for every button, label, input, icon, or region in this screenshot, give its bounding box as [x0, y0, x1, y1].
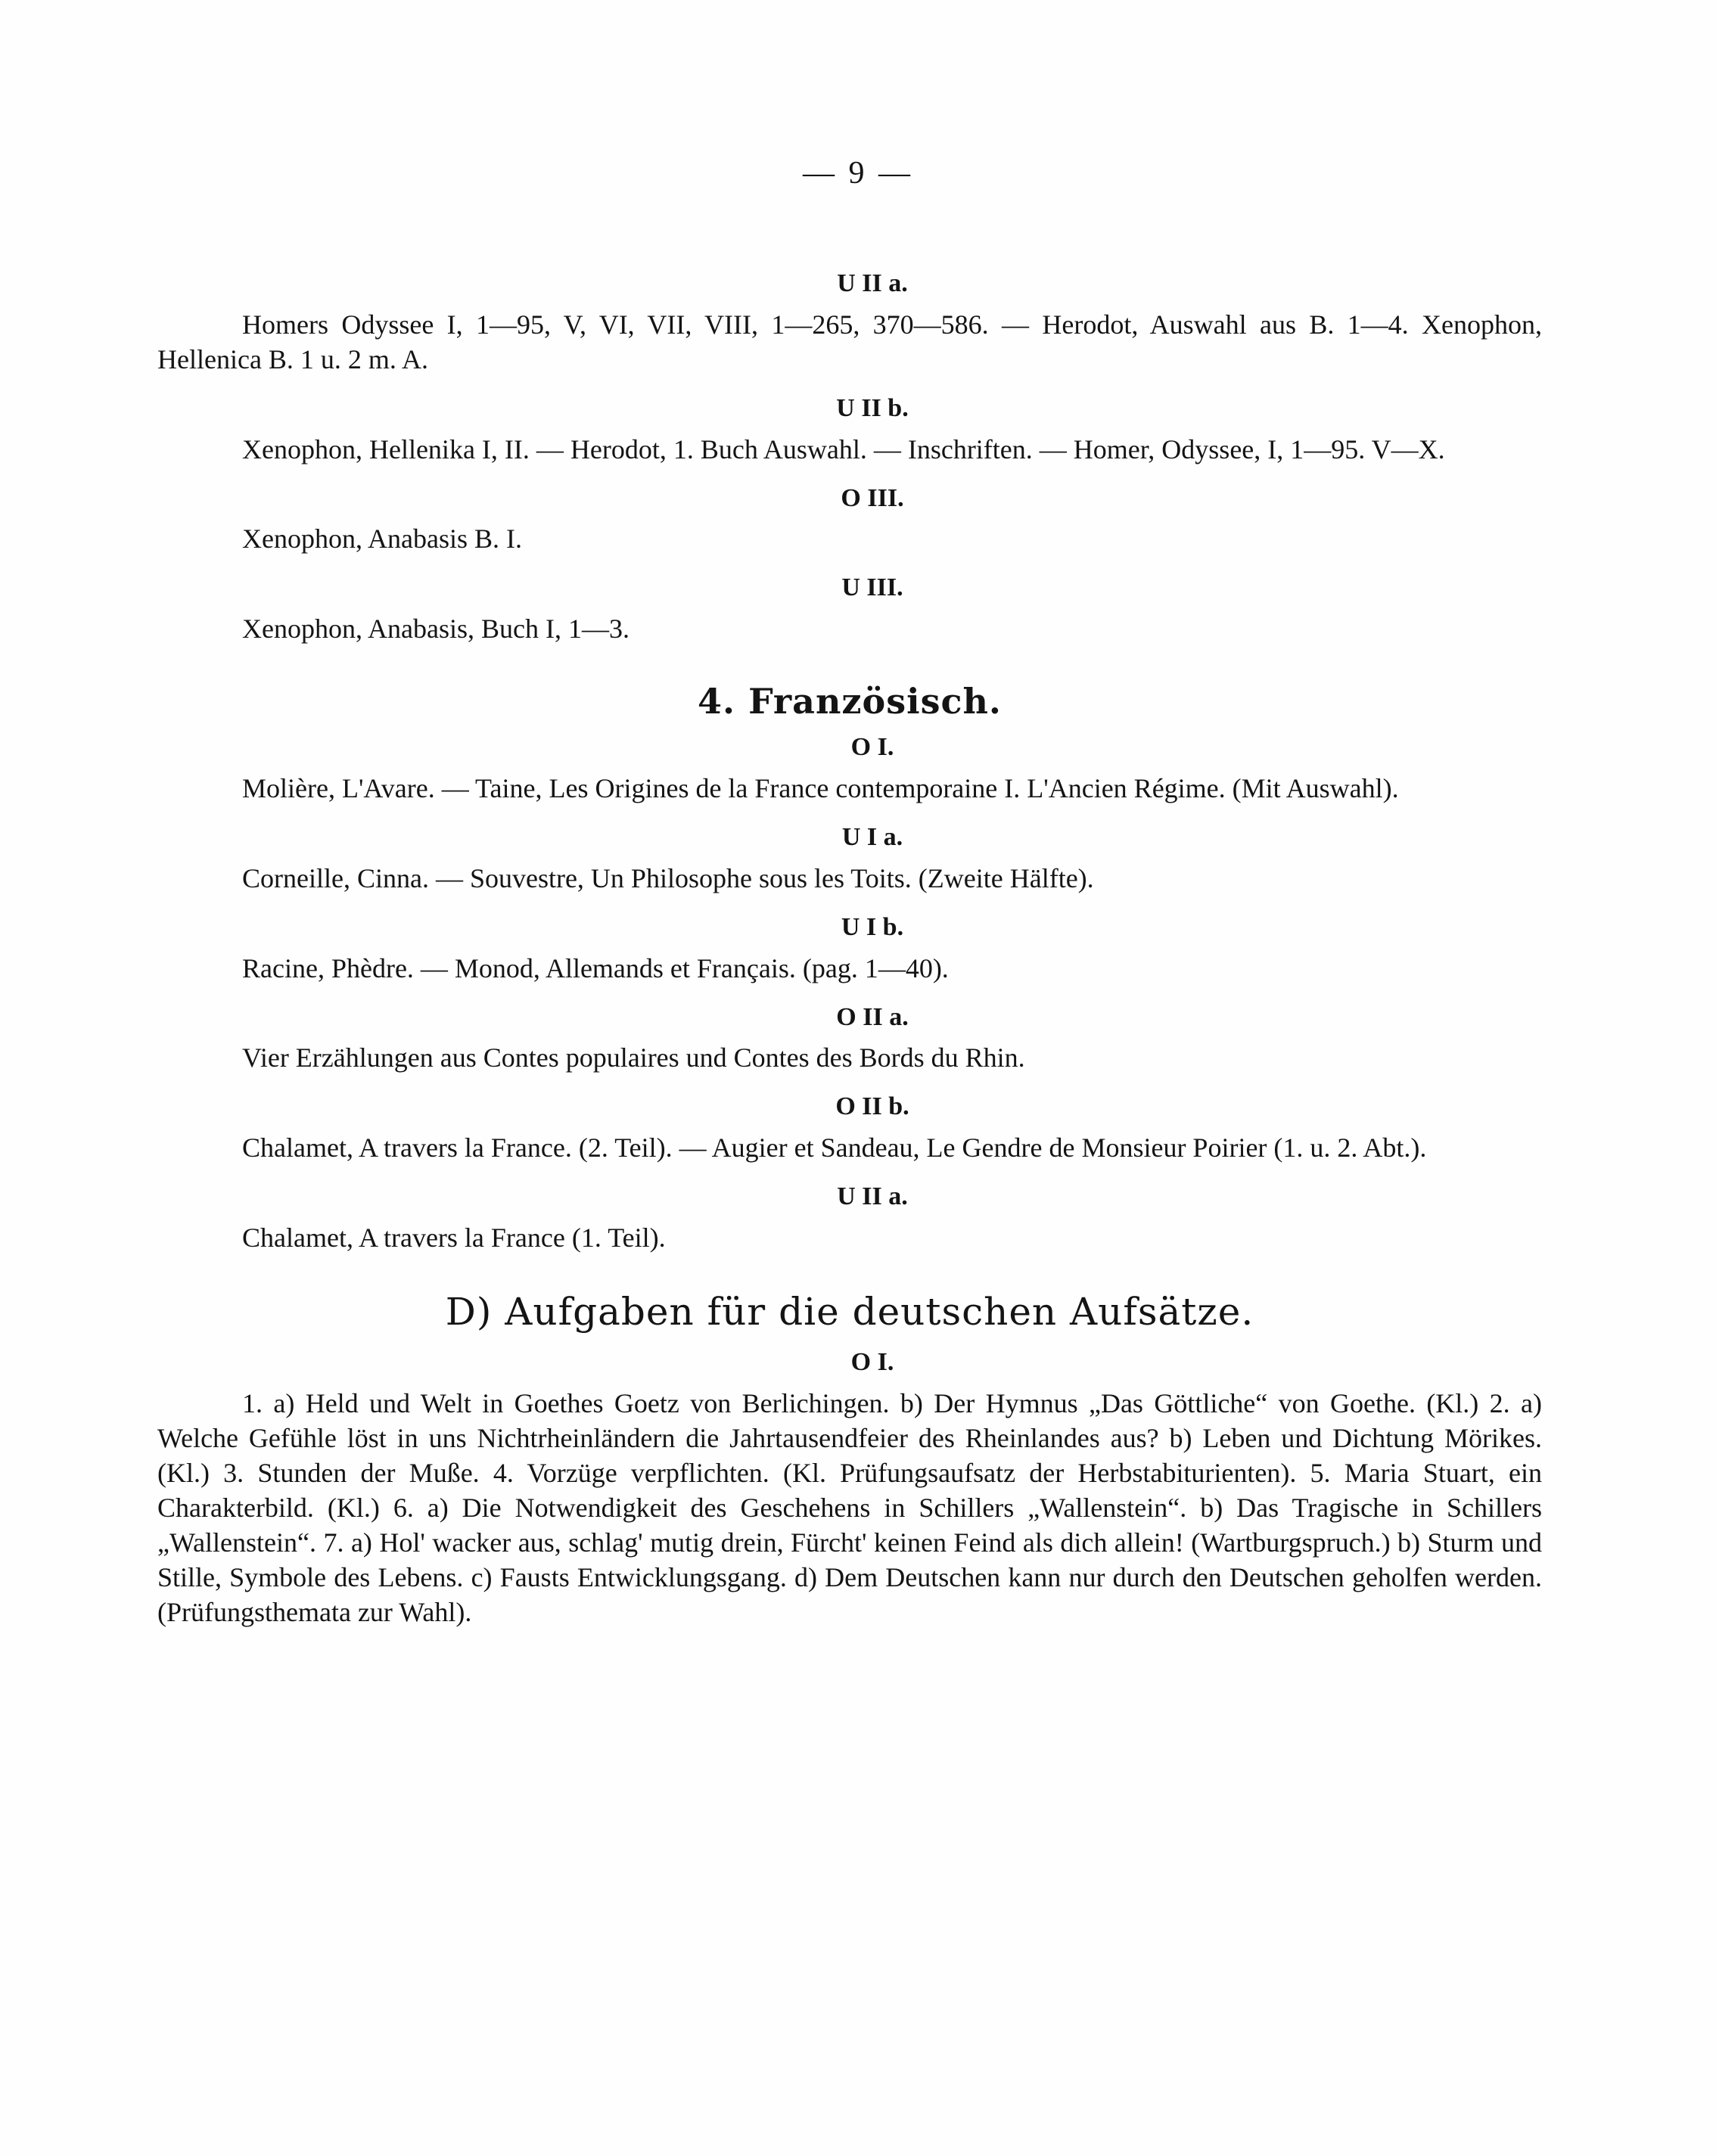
reading-text: Homers Odyssee I, 1—95, V, VI, VII, VIII, 1—265, 370—586. — Herodot, Auswahl aus B. 1—4. Xenophon, Hellenica B. 1 u. 2 m. A.	[157, 309, 1542, 374]
class-heading: U I a.	[841, 822, 903, 851]
class-uiia-greek	[157, 269, 1542, 377]
essay-topics-text: 1. a) Held und Welt in Goethes Goetz von Berlichingen. b) Der Hymnus „Das Göttliche“ von Goethe. (Kl.) 2. a) Welche Gefühle löst in uns Nichtrheinländern die Jahrtausendfeier des Rheinlandes aus? b) Leben und Dichtung Mörikes. (Kl.) 3. Stunden der Muße. 4. Vorzüge verpflichten. (Kl. Prüfungsaufsatz der Herbstabiturienten). 5. Maria Stuart, ein Charakterbild. (Kl.) 6. a) Die Notwendigkeit des Geschehens in Schillers „Wallenstein“. b) Das Tragische in Schillers „Wallenstein“. 7. a) Hol' wacker aus, schlag' mutig drein, Fürcht' keinen Feind als dich allein! (Wartburgspruch.) b) Sturm und Stille, Symbole des Lebens. c) Fausts Entwicklungsgang. d) Dem Deutschen kann nur durch den Deutschen geholfen werden. (Prüfungsthemata zur Wahl).	[157, 1387, 1542, 1627]
class-oiib-french	[157, 1092, 1542, 1165]
page-number: — 9 —	[803, 156, 913, 191]
section-title-german-essays: D) Aufgaben für die deutschen Aufsätze.	[445, 1289, 1254, 1334]
reading-text: Chalamet, A travers la France (1. Teil).	[242, 1222, 666, 1253]
reading-text: Xenophon, Hellenika I, II. — Herodot, 1. Buch Auswahl. — Inschriften. — Homer, Odyssee, I, 1—95. V—X.	[242, 433, 1445, 464]
class-heading: U II a.	[837, 1182, 908, 1211]
reading-text: Corneille, Cinna. — Souvestre, Un Philosophe sous les Toits. (Zweite Hälfte).	[242, 862, 1094, 893]
class-uib-french	[157, 912, 1542, 986]
class-uia-french	[157, 822, 1542, 896]
class-uiii-greek	[157, 573, 1542, 646]
class-oiii-greek	[157, 483, 1542, 557]
class-oi-french	[157, 732, 1542, 806]
class-uiia-french	[157, 1182, 1542, 1255]
reading-text: Chalamet, A travers la France. (2. Teil). — Augier et Sandeau, Le Gendre de Monsieur Poirier (1. u. 2. Abt.).	[242, 1132, 1427, 1163]
class-heading: O II a.	[836, 1002, 909, 1031]
class-heading: O I.	[850, 1347, 894, 1376]
reading-text: Xenophon, Anabasis, Buch I, 1—3.	[242, 614, 630, 645]
class-heading: O III.	[841, 483, 904, 512]
class-heading: U II a.	[837, 269, 908, 297]
reading-text: Xenophon, Anabasis B. I.	[242, 523, 522, 555]
class-heading: O II b.	[835, 1092, 909, 1121]
section-title-french: 4. Französisch.	[698, 681, 1002, 722]
class-heading: U II b.	[836, 393, 909, 422]
reading-text: Racine, Phèdre. — Monod, Allemands et Français. (pag. 1—40).	[242, 952, 949, 983]
reading-text: Vier Erzählungen aus Contes populaires und Contes des Bords du Rhin.	[242, 1042, 1025, 1073]
page-content	[157, 269, 1542, 1629]
class-oiia-french	[157, 1002, 1542, 1076]
class-heading: U I b.	[841, 912, 904, 941]
class-uiib-greek	[157, 393, 1542, 467]
reading-text: Molière, L'Avare. — Taine, Les Origines de la France contemporaine I. L'Ancien Régime. (Mit Auswahl).	[242, 772, 1399, 803]
class-oi-essays	[157, 1347, 1542, 1629]
class-heading: O I.	[850, 733, 894, 762]
class-heading: U III.	[841, 573, 903, 602]
